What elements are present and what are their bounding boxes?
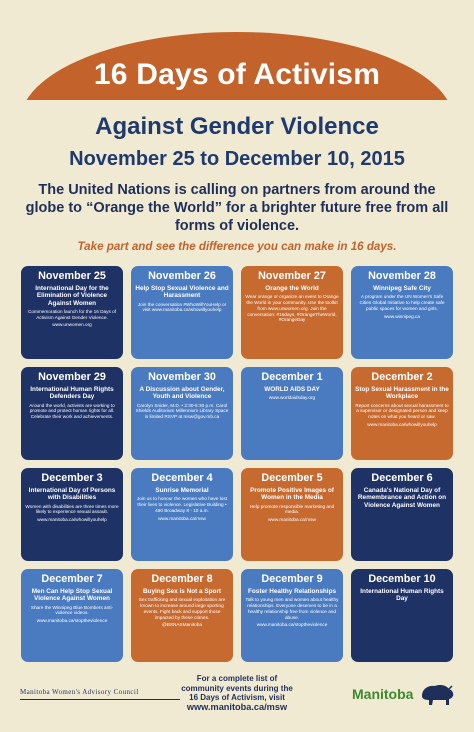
event-card: [131, 468, 233, 561]
card-link[interactable]: www.manitoba.ca/whowillyouhelp: [37, 517, 107, 523]
card-body: Talk to young men and women about healthy relationships. Everyone deserves to be in a healthy relationship free from violence and abuse.: [245, 597, 339, 620]
card-date: December 1: [261, 371, 323, 383]
card-body: A program under the UN Women's Safe Cities Global Initiative to help create safe public spaces for women and girls.: [359, 294, 445, 311]
card-title: International Human Rights Day: [360, 588, 444, 603]
footer-line-1: For a complete list of: [196, 674, 278, 683]
event-card: [351, 266, 453, 359]
card-title: A Discussion about Gender, Youth and Violence: [139, 386, 225, 401]
card-title: Help Stop Sexual Violence and Harassment: [135, 285, 229, 300]
card-link[interactable]: www.manitoba.ca/whowillyouhelp: [367, 421, 437, 427]
card-date: November 27: [258, 270, 326, 282]
manitoba-logo: [352, 684, 456, 708]
card-date: November 29: [38, 371, 106, 383]
card-link[interactable]: @BSNASManitoba: [162, 622, 202, 628]
tagline: Take part and see the difference you can make in 16 days.: [77, 240, 397, 253]
card-date: November 30: [148, 371, 216, 383]
event-card: [351, 468, 453, 561]
event-card: [21, 468, 123, 561]
card-date: December 9: [261, 573, 323, 585]
card-link[interactable]: www.manitoba.ca/msw: [158, 515, 206, 521]
event-card: [241, 266, 343, 359]
event-card: [241, 367, 343, 460]
card-title: Buying Sex is Not a Sport: [142, 588, 222, 595]
card-body: Around the world, activists are working to promote and protect human rights for all. Celebrate their work and achievements.: [29, 402, 115, 420]
campaign-dates: November 25 to December 10, 2015: [69, 148, 405, 170]
card-title: Promote Positive Images of Women in the Media: [250, 487, 334, 502]
card-link[interactable]: www.worldaidsday.org: [268, 395, 316, 401]
manitoba-wordmark: Manitoba: [352, 686, 414, 702]
card-body: Commemoration launch for the 16 Days of Activism Against Gender Violence.: [27, 308, 117, 320]
card-link[interactable]: www.winnipeg.ca: [384, 313, 420, 319]
card-date: December 3: [41, 472, 103, 484]
event-card: [131, 569, 233, 662]
card-body: Join us to honour the women who have lost their lives to violence. Legislative Building • 450 Broadway 8 - 10 a.m.: [136, 496, 228, 513]
card-date: December 4: [151, 472, 213, 484]
card-body: Carolyn Snider, M.D. • 2:30-5:30 p.m. Carol Shields Auditorium Millennium Library Space is limited RSVP at msw@gov.mb.ca: [135, 402, 229, 420]
card-body: Help promote responsible marketing and media.: [249, 503, 335, 515]
event-card: [241, 569, 343, 662]
card-date: December 10: [368, 573, 436, 585]
footer-url-link[interactable]: www.manitoba.ca/msw: [186, 701, 288, 712]
event-card: [131, 367, 233, 460]
card-date: November 28: [368, 270, 436, 282]
event-card: [21, 367, 123, 460]
card-body: Report concerns about sexual harassment to a supervisor or designated person and keep notes on what you heard or saw.: [355, 402, 449, 420]
footer-line-3: 16 Days of Activism, visit: [189, 693, 285, 703]
card-body: Share the Winnipeg Blue Bombers anti-violence videos.: [30, 604, 114, 616]
card-date: December 6: [371, 472, 433, 484]
footer-line-2: community events during the: [181, 683, 293, 693]
card-title: Canada's National Day of Remembrance and Action on Violence Against Women: [357, 487, 447, 509]
card-title: International Day of Persons with Disabilities: [28, 487, 116, 502]
card-date: December 8: [151, 573, 213, 585]
council-name: Manitoba Women's Advisory Council: [20, 688, 139, 696]
card-title: Stop Sexual Harassment in the Workplace: [355, 386, 449, 401]
intro-text: The United Nations is calling on partners from around the globe to “Orange the World” for a brighter future free from all forms of violence.: [25, 182, 449, 234]
card-body: Women with disabilities are three times more likely to experience sexual assault.: [25, 503, 119, 515]
card-title: Men Can Help Stop Sexual Violence Against Women: [31, 588, 113, 603]
page-subtitle: Against Gender Violence: [95, 113, 379, 140]
footer-info: [150, 674, 324, 712]
card-date: November 25: [38, 270, 106, 282]
bison-icon: [419, 682, 455, 708]
card-title: Foster Healthy Relationships: [247, 588, 337, 595]
card-title: Orange the World: [265, 285, 319, 292]
card-date: December 7: [41, 573, 103, 585]
card-date: December 2: [371, 371, 433, 383]
event-card: [21, 266, 123, 359]
card-body: Sex trafficking and sexual exploitation are known to increase around large sporting events. Fight back and support those impacted by these crimes.: [138, 597, 226, 620]
card-date: November 26: [148, 270, 216, 282]
card-link[interactable]: www.manitoba.ca/msw: [268, 517, 316, 523]
card-link[interactable]: www.manitoba.ca/stoptheviolence: [256, 622, 328, 628]
card-link[interactable]: www.unwomen.org: [52, 322, 92, 328]
event-card: [21, 569, 123, 662]
card-title: Sunrise Memorial: [155, 487, 209, 494]
event-card: [241, 468, 343, 561]
card-title: International Human Rights Defenders Day: [30, 386, 114, 401]
card-link[interactable]: www.manitoba.ca/stoptheviolence: [36, 618, 108, 624]
event-card: [131, 266, 233, 359]
card-title: International Day for the Elimination of Violence Against Women: [35, 285, 109, 307]
card-body: Wear orange or organize an event to Orange the World in your community. Use the toolkit from www.unwomen.org. Join the conversation: #16days, #OrangeTheWorld, #OrangeDay: [245, 294, 339, 323]
card-title: WORLD AIDS DAY: [264, 386, 320, 393]
event-card: [351, 367, 453, 460]
event-card: [351, 569, 453, 662]
card-body: Join the conversation #WhoWillYouHelp or visit www.manitoba.ca/whowillyouhelp: [137, 301, 227, 313]
card-title: Winnipeg Safe City: [373, 285, 431, 292]
card-date: December 5: [261, 472, 323, 484]
calendar-grid: [21, 266, 453, 668]
page-title: 16 Days of Activism: [93, 58, 381, 91]
